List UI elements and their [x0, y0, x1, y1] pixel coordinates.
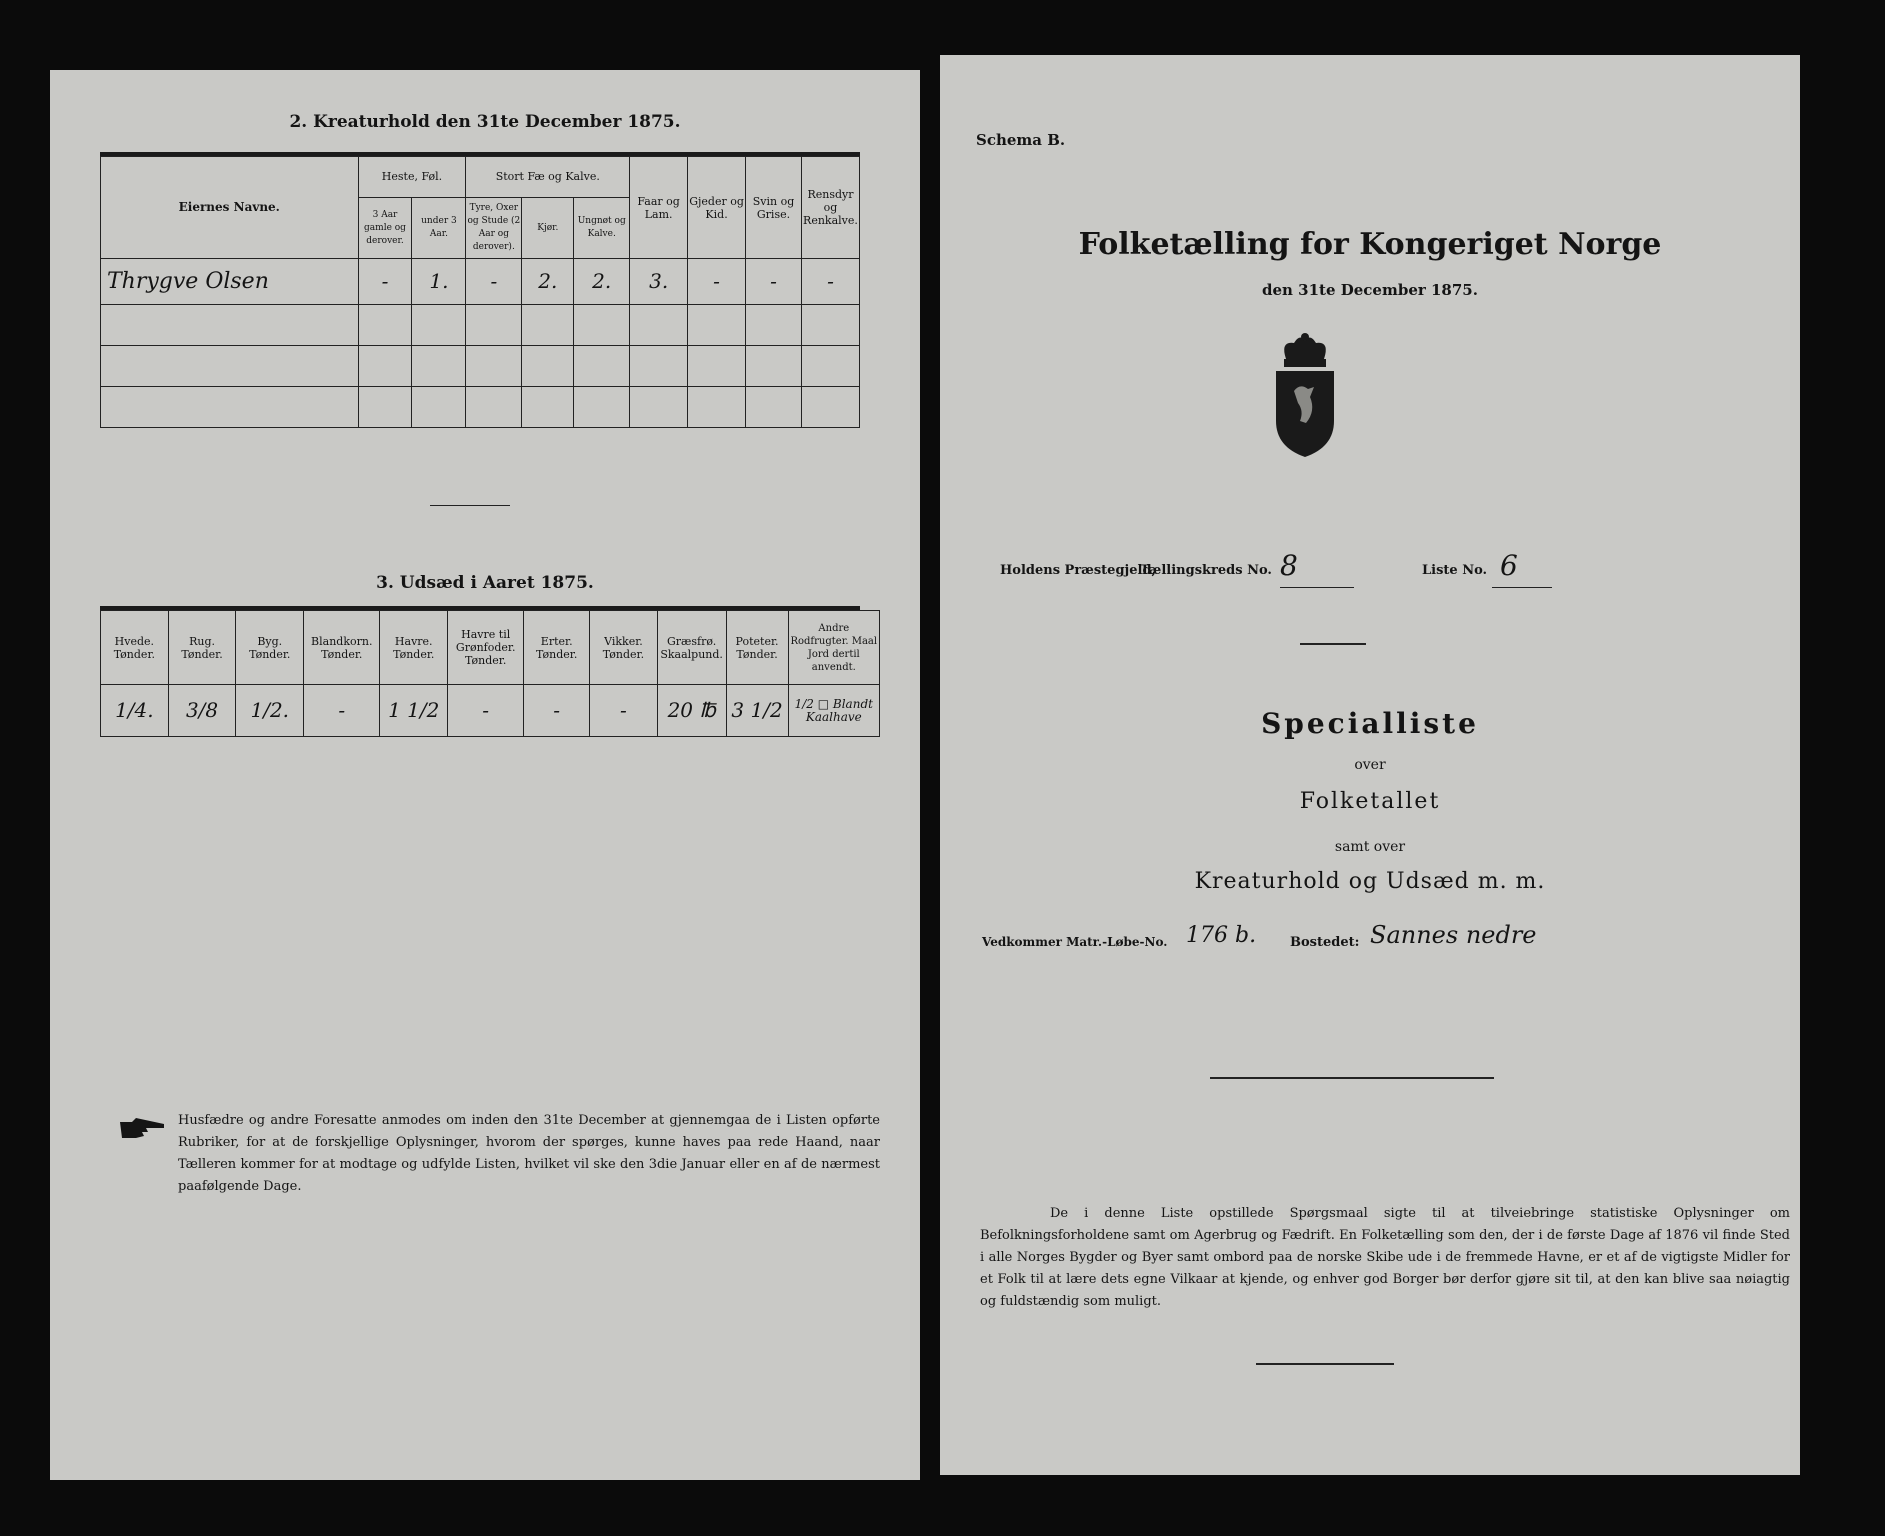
separator — [1256, 1363, 1394, 1365]
col-rensdyr: Rensdyr og Renkalve. — [801, 157, 859, 259]
table-cell: 1/2 □ Blandt Kaalhave — [788, 685, 879, 737]
bosted-label: Bostedet: — [1290, 935, 1360, 950]
table-cell: - — [358, 259, 412, 305]
col-hvede: Hvede. Tønder. — [101, 611, 169, 685]
over-text: over — [1354, 757, 1386, 773]
table-cell: - — [524, 685, 590, 737]
table-cell: 2. — [522, 259, 574, 305]
col-andre: Andre Rodfrugter. Maal Jord dertil anvendt. — [788, 611, 879, 685]
specialliste-heading: Specialliste — [1261, 707, 1479, 740]
table-cell: - — [688, 259, 746, 305]
table-cell: - — [746, 259, 802, 305]
table-cell: - — [304, 685, 380, 737]
notice-text: Husfædre og andre Foresatte anmodes om inden den 31te December at gjennemgaa de i Listen opførte Rubriker, for at de forskjellige Oplysninger, hvorom der spørges, kunne haves paa rede Haand, naar Tælleren kommer for at modtage og udfylde Listen, hvilket vil ske den 3die Januar eller en af de nærmest paafølgende Dage. — [178, 1113, 880, 1194]
table-cell: 1/4. — [101, 685, 169, 737]
matr-value: 176 b. — [1186, 923, 1257, 948]
pointing-hand-icon — [118, 1116, 166, 1146]
col-havre: Havre. Tønder. — [380, 611, 448, 685]
table-cell: - — [466, 259, 522, 305]
coat-of-arms-icon — [1270, 331, 1340, 465]
owner-name-cell: Thrygve Olsen — [101, 259, 359, 305]
kreaturhold-heading: Kreaturhold og Udsæd m. m. — [1194, 869, 1546, 894]
separator — [430, 505, 510, 506]
col-havre-gronfoder: Havre til Grønfoder. Tønder. — [448, 611, 524, 685]
table-cell: 1/2. — [236, 685, 304, 737]
liste-label: Liste No. — [1422, 563, 1488, 578]
table-cell: 1 1/2 — [380, 685, 448, 737]
col-rug: Rug. Tønder. — [168, 611, 236, 685]
table-cell: 20 ℔ — [657, 685, 726, 737]
table-cell: 1. — [412, 259, 466, 305]
table-cell: 3. — [630, 259, 688, 305]
kreds-value: 8 — [1280, 549, 1298, 582]
main-title: Folketælling for Kongeriget Norge — [1078, 227, 1662, 262]
col-graesfro: Græsfrø. Skaalpund. — [657, 611, 726, 685]
col-byg: Byg. Tønder. — [236, 611, 304, 685]
sub-header: Ungnøt og Kalve. — [574, 197, 630, 258]
field-underline — [1280, 587, 1354, 588]
sub-header: 3 Aar gamle og derover. — [358, 197, 412, 258]
col-owner-name: Eiernes Navne. — [101, 157, 359, 259]
livestock-table — [100, 156, 860, 428]
sub-header: Kjør. — [522, 197, 574, 258]
col-vikker: Vikker. Tønder. — [590, 611, 658, 685]
section3-title: 3. Udsæd i Aaret 1875. — [376, 573, 594, 593]
bosted-value: Sannes nedre — [1370, 921, 1537, 949]
section2-title: 2. Kreaturhold den 31te December 1875. — [289, 112, 681, 132]
table-cell: - — [448, 685, 524, 737]
table-cell: 2. — [574, 259, 630, 305]
col-gjeder: Gjeder og Kid. — [688, 157, 746, 259]
table-cell: - — [801, 259, 859, 305]
table-cell: 3 1/2 — [726, 685, 788, 737]
col-poteter: Poteter. Tønder. — [726, 611, 788, 685]
sub-header: Tyre, Oxer og Stude (2 Aar og derover). — [466, 197, 522, 258]
schema-label: Schema B. — [976, 131, 1066, 149]
col-faar: Faar og Lam. — [630, 157, 688, 259]
matr-label: Vedkommer Matr.-Løbe-No. — [982, 935, 1168, 949]
prestegjeld-label: Holdens Præstegjeld, — [1000, 563, 1157, 578]
table-cell: 3/8 — [168, 685, 236, 737]
right-page — [940, 55, 1800, 1475]
liste-value: 6 — [1500, 549, 1518, 582]
col-svin: Svin og Grise. — [746, 157, 802, 259]
folketallet-heading: Folketallet — [1299, 789, 1441, 814]
samt-over-text: samt over — [1334, 839, 1406, 855]
separator — [1300, 643, 1366, 645]
census-date: den 31te December 1875. — [1262, 281, 1478, 299]
field-underline — [1492, 587, 1552, 588]
seed-table — [100, 610, 880, 737]
info-text: De i denne Liste opstillede Spørgsmaal sigte til at tilveiebringe statistiske Oplysninger om Befolkningsforholdene samt om Agerbrug og Fædrift. En Folketælling som den, der i de første Dage af 1876 vil finde Sted i alle Norges Bygder og Byer samt ombord paa de norske Skibe ude i de fremmede Havne, er et af de vigtigste Midler for et Folk til at lære dets egne Vilkaar at kjende, og enhver god Borger bør derfor gjøre sit til, at den kan blive saa nøiagtig og fuldstændig som muligt. — [980, 1206, 1790, 1309]
col-erter: Erter. Tønder. — [524, 611, 590, 685]
sub-header: under 3 Aar. — [412, 197, 466, 258]
kreds-label: Tællingskreds No. — [1140, 563, 1272, 578]
group-heste: Heste, Føl. — [358, 157, 466, 198]
col-blandkorn: Blandkorn. Tønder. — [304, 611, 380, 685]
group-storfe: Stort Fæ og Kalve. — [466, 157, 630, 198]
separator — [1210, 1077, 1494, 1079]
left-page — [50, 70, 920, 1480]
table-cell: - — [590, 685, 658, 737]
